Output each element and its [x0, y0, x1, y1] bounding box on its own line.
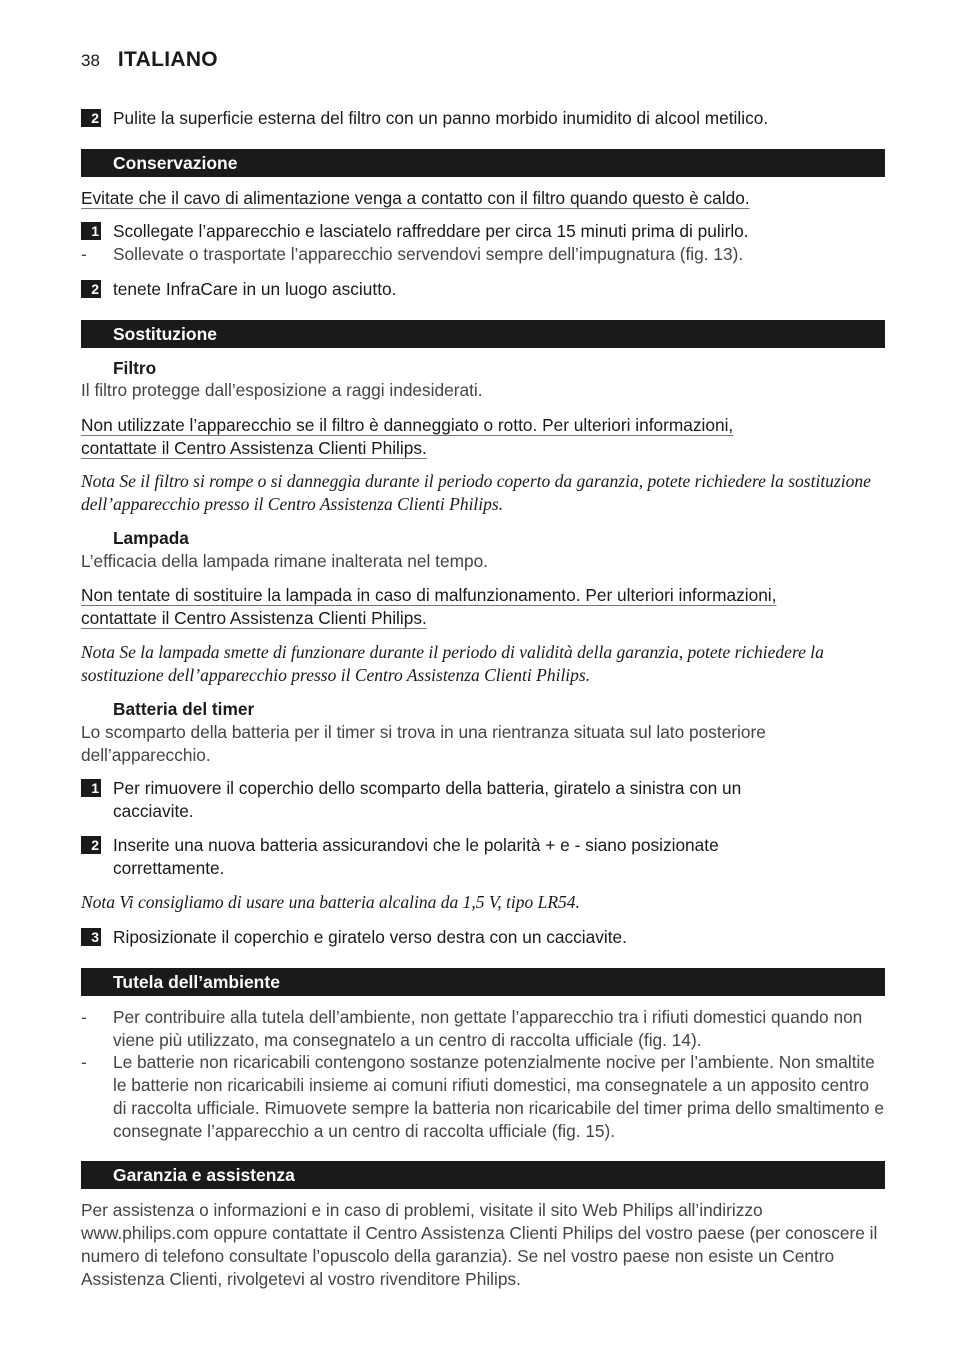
conservazione-step-1 — [81, 220, 885, 243]
batteria-text: Lo scomparto della batteria per il timer si trova in una rientranza situata sul lato posteriore dell’apparecchio. — [81, 722, 766, 765]
batteria-note: Nota Vi consigliamo di usare una batteria alcalina da 1,5 V, tipo LR54. — [81, 892, 580, 912]
page-header — [81, 48, 218, 72]
step-text: Scollegate l’apparecchio e lasciatelo raffreddare per circa 15 minuti prima di pulirlo. — [113, 221, 749, 241]
ambiente-bullet-2 — [81, 1051, 885, 1143]
warning-line-1: Non utilizzate l’apparecchio se il filtro è danneggiato o rotto. Per ulteriori informazioni, — [81, 415, 734, 435]
section-bar-garanzia: Garanzia e assistenza — [81, 1161, 885, 1189]
subheading-filtro: Filtro — [113, 358, 157, 378]
section-bar-sostituzione: Sostituzione — [81, 320, 885, 348]
conservazione-bullet — [81, 243, 885, 266]
step-number: 2 — [81, 109, 101, 127]
lampada-warning — [81, 584, 885, 630]
bullet-text: Le batterie non ricaricabili contengono sostanze potenzialmente nocive per l’ambiente. Non smaltite le batterie non ricaricabili insieme ai comuni rifiuti domestici, ma consegnatele a un apposito centro di raccolta ufficiale. Rimuovete sempre la batteria non ricaricabile del timer prima dello smaltimento e consegnate l’apparecchio a un centro di raccolta ufficiale (fig. 15). — [113, 1052, 884, 1141]
step-text: Inserite una nuova batteria assicurandovi che le polarità + e - siano posizionate correttamente. — [113, 835, 719, 878]
filtro-warning — [81, 414, 885, 460]
step-number: 3 — [81, 928, 101, 946]
bullet-text: Per contribuire alla tutela dell’ambiente, non gettate l’apparecchio tra i rifiuti domestici quando non viene più utilizzato, ma consegnatelo a un centro di raccolta ufficiale (fig. 14). — [113, 1007, 863, 1050]
lampada-note: Nota Se la lampada smette di funzionare durante il periodo di validità della garanzia, potete richiedere la sostituzione dell’apparecchio presso il Centro Assistenza Clienti Philips. — [81, 642, 824, 685]
conservazione-warning — [81, 187, 885, 210]
section-bar-ambiente: Tutela dell’ambiente — [81, 968, 885, 996]
step-text: Per rimuovere il coperchio dello scomparto della batteria, giratelo a sinistra con un cacciavite. — [113, 778, 742, 821]
dash-mark: - — [81, 1007, 87, 1027]
batteria-step-1 — [81, 777, 821, 823]
warning-line-1: Non tentate di sostituire la lampada in caso di malfunzionamento. Per ulteriori informazioni, — [81, 585, 777, 605]
step-text: Pulite la superficie esterna del filtro con un panno morbido inumidito di alcool metilico. — [113, 108, 769, 128]
subheading-lampada: Lampada — [113, 528, 189, 548]
warning-line-2: contattate il Centro Assistenza Clienti Philips. — [81, 438, 427, 458]
ambiente-bullet-1 — [81, 1006, 885, 1052]
section-bar-conservazione: Conservazione — [81, 149, 885, 177]
warning-text: Evitate che il cavo di alimentazione venga a contatto con il filtro quando questo è caldo. — [81, 188, 750, 208]
batteria-step-3 — [81, 926, 885, 949]
dash-mark: - — [81, 244, 87, 264]
conservazione-step-2 — [81, 278, 885, 301]
garanzia-text: Per assistenza o informazioni e in caso di problemi, visitate il sito Web Philips all’indirizzo www.philips.com oppure contattate il Centro Assistenza Clienti Philips del vostro paese (per conoscere il numero di telefono consultate l’opuscolo della garanzia). Se nel vostro paese non esiste un Centro Assistenza Clienti, rivolgetevi al vostro rivenditore Philips. — [81, 1200, 878, 1289]
lampada-text: L’efficacia della lampada rimane inalterata nel tempo. — [81, 551, 488, 571]
dash-mark: - — [81, 1052, 87, 1072]
bullet-text: Sollevate o trasportate l’apparecchio servendovi sempre dell’impugnatura (fig. 13). — [113, 244, 744, 264]
subheading-batteria: Batteria del timer — [113, 699, 255, 719]
page-number: 38 — [81, 51, 100, 70]
step-number: 1 — [81, 779, 101, 797]
step-number: 2 — [81, 836, 101, 854]
intro-step — [81, 107, 885, 130]
step-number: 1 — [81, 222, 101, 240]
step-text: tenete InfraCare in un luogo asciutto. — [113, 279, 397, 299]
batteria-step-2 — [81, 834, 781, 880]
step-number: 2 — [81, 280, 101, 298]
language-title: ITALIANO — [117, 48, 218, 71]
filtro-note: Nota Se il filtro si rompe o si danneggia durante il periodo coperto da garanzia, potete richiedere la sostituzione dell’apparecchio presso il Centro Assistenza Clienti Philips. — [81, 471, 871, 514]
filtro-text: Il filtro protegge dall’esposizione a raggi indesiderati. — [81, 380, 483, 400]
step-text: Riposizionate il coperchio e giratelo verso destra con un cacciavite. — [113, 927, 627, 947]
warning-line-2: contattate il Centro Assistenza Clienti Philips. — [81, 608, 427, 628]
